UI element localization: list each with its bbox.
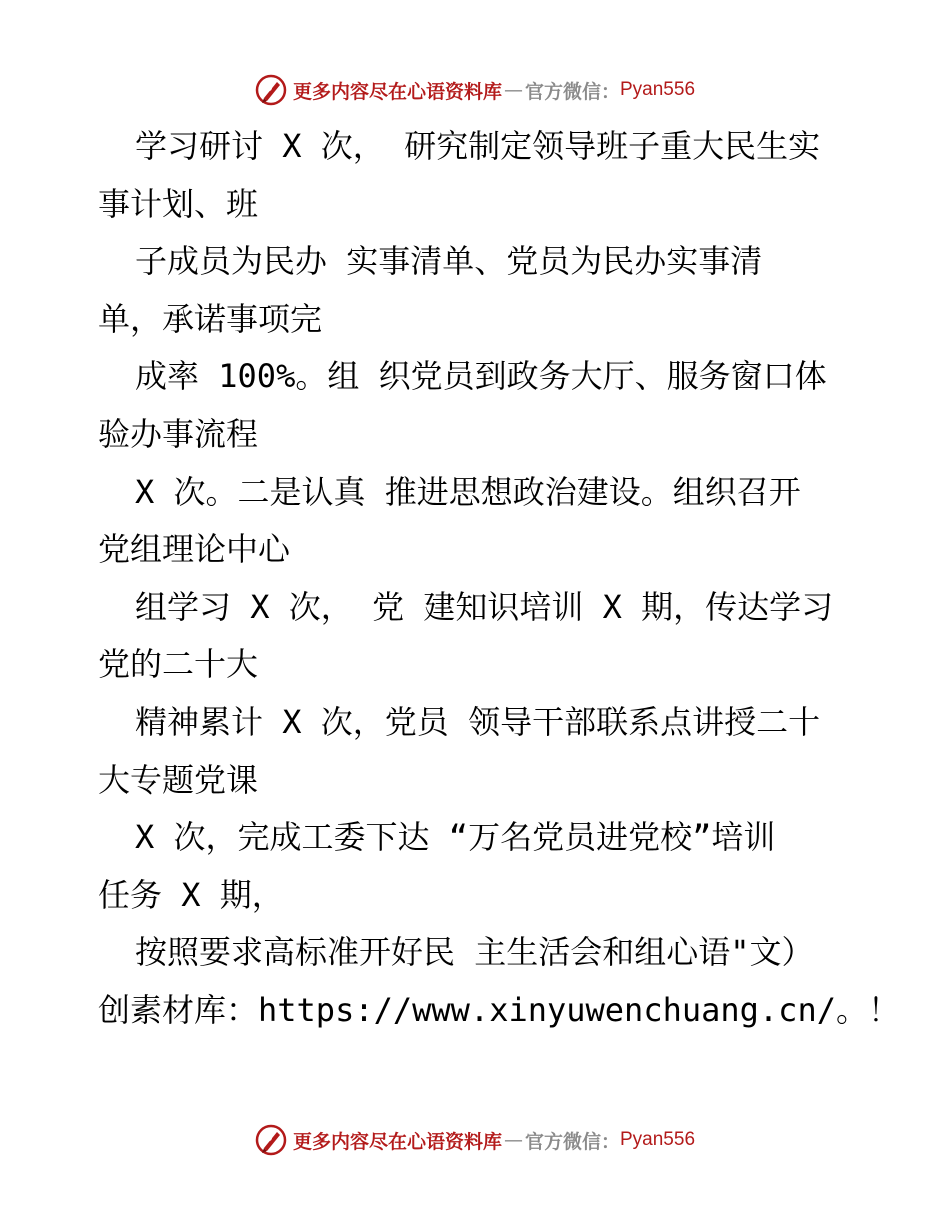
pen-logo-icon xyxy=(255,1124,287,1156)
pen-logo-icon xyxy=(255,74,287,106)
body-line-7: X 次。二是认真 推进思想政治建设。组织召开 xyxy=(135,472,801,511)
body-text xyxy=(98,118,900,1040)
body-line-6: 验办事流程 xyxy=(98,414,259,453)
body-line-14: 任务 X 期， xyxy=(98,875,284,914)
body-line-1: 学习研讨 X 次， 研究制定领导班子重大民生实 xyxy=(135,127,821,165)
body-line-10: 党的二十大 xyxy=(98,645,259,684)
body-line-11: 精神累计 X 次，党员 领导干部联系点讲授二十 xyxy=(135,702,821,741)
footer-banner-dash: — xyxy=(503,1129,523,1151)
body-line-2: 事计划、班 xyxy=(98,184,259,223)
body-line-16: 创素材库：https://www.xinyuwenchuang.cn/。！ xyxy=(98,990,900,1029)
body-line-9: 组学习 X 次， 党 建知识培训 X 期，传达学习 xyxy=(135,587,834,626)
body-line-15: 按照要求高标准开好民 主生活会和组心语"文） xyxy=(135,933,814,972)
header-banner xyxy=(0,70,950,110)
header-banner-dash: — xyxy=(503,79,523,101)
header-banner-title: 更多内容尽在心语资料库 xyxy=(292,80,502,103)
footer-banner-label: 官方微信： xyxy=(524,1130,620,1153)
body-line-3: 子成员为民办 实事清单、党员为民办实事清 xyxy=(135,242,763,281)
body-line-4: 单，承诺事项完 xyxy=(98,299,323,338)
header-banner-label: 官方微信： xyxy=(524,80,620,103)
footer-banner-wechat-id: Pyan556 xyxy=(620,1129,696,1150)
body-line-12: 大专题党课 xyxy=(98,760,259,799)
body-line-8: 党组理论中心 xyxy=(98,530,291,569)
body-line-13: X 次，完成工委下达 “万名党员进党校”培训 xyxy=(135,818,776,857)
footer-banner-title: 更多内容尽在心语资料库 xyxy=(292,1130,502,1153)
header-banner-wechat-id: Pyan556 xyxy=(620,79,696,100)
footer-banner xyxy=(0,1120,950,1160)
body-line-5: 成率 100%。组 织党员到政务大厅、服务窗口体 xyxy=(135,357,827,396)
